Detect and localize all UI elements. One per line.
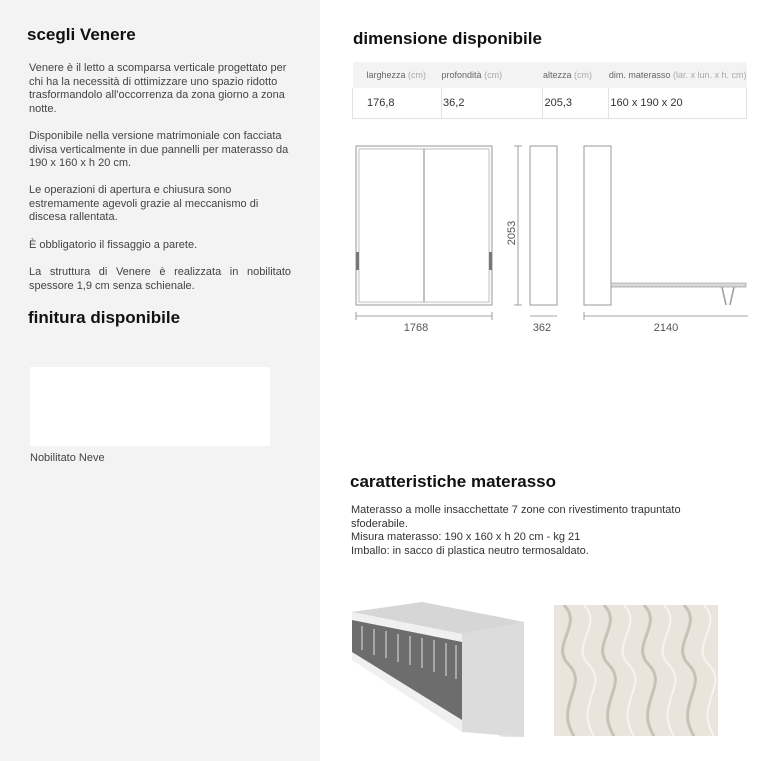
mattress-line: Misura materasso: 190 x 160 x h 20 cm - kg 21 [351,531,581,543]
finish-swatch[interactable] [30,367,270,446]
column-header: larghezza (cm) [353,62,442,88]
description-paragraph: La struttura di Venere è realizzata in nobilitato spessore 1,9 cm senza schienale. [29,266,291,292]
description-paragraph: Venere è il letto a scomparsa verticale progettato per chi ha la necessità di ottimizzare uno spazio ridotto trasformandolo all'occorrenza da zona giorno a zona notte. [29,62,287,115]
mattress-fabric-image [554,605,718,736]
table-row [353,88,747,119]
finish-label: Nobilitato Neve [30,452,105,464]
side-view-closed [530,146,557,334]
dimension-label: 2053 [506,220,518,246]
dimension-label: 2140 [653,322,679,334]
column-header: altezza (cm) [543,62,609,88]
table-cell: 205,3 [543,88,609,119]
section-title-mattress: caratteristiche materasso [350,472,557,491]
technical-drawing [350,140,755,340]
front-view [356,146,492,334]
dimension-label: 362 [532,322,552,334]
section-title-finish: finitura disponibile [28,308,181,327]
column-header: profondità (cm) [442,62,543,88]
table-cell: 160 x 190 x 20 [609,88,747,119]
mattress-cross-section-image [352,602,524,737]
description-paragraph: Disponibile nella versione matrimoniale con facciata divisa verticalmente in due pannelli per materasso da 190 x 160 x h 20 cm. [29,130,289,169]
dimensions-table [352,62,747,119]
height-dimension [506,146,522,305]
table-header-row [353,62,747,88]
side-view-open [584,146,748,334]
description-paragraph: Le operazioni di apertura e chiusura sono estremamente agevoli grazie al meccanismo di discesa rallentata. [29,184,259,223]
section-title-dimensions: dimensione disponibile [353,29,542,48]
mattress-description [351,504,731,558]
table-cell: 176,8 [353,88,442,119]
mattress-line: Materasso a molle insacchettate 7 zone con rivestimento trapuntato sfoderabile. [351,504,681,530]
description-paragraph: È obbligatorio il fissaggio a parete. [29,239,198,251]
dimension-label: 1768 [403,322,429,334]
column-header: dim. materasso (lar. x lun. x h. cm) [609,62,747,88]
table-cell: 36,2 [442,88,543,119]
section-title-venere: scegli Venere [27,25,136,44]
mattress-line: Imballo: in sacco di plastica neutro termosaldato. [351,544,589,557]
